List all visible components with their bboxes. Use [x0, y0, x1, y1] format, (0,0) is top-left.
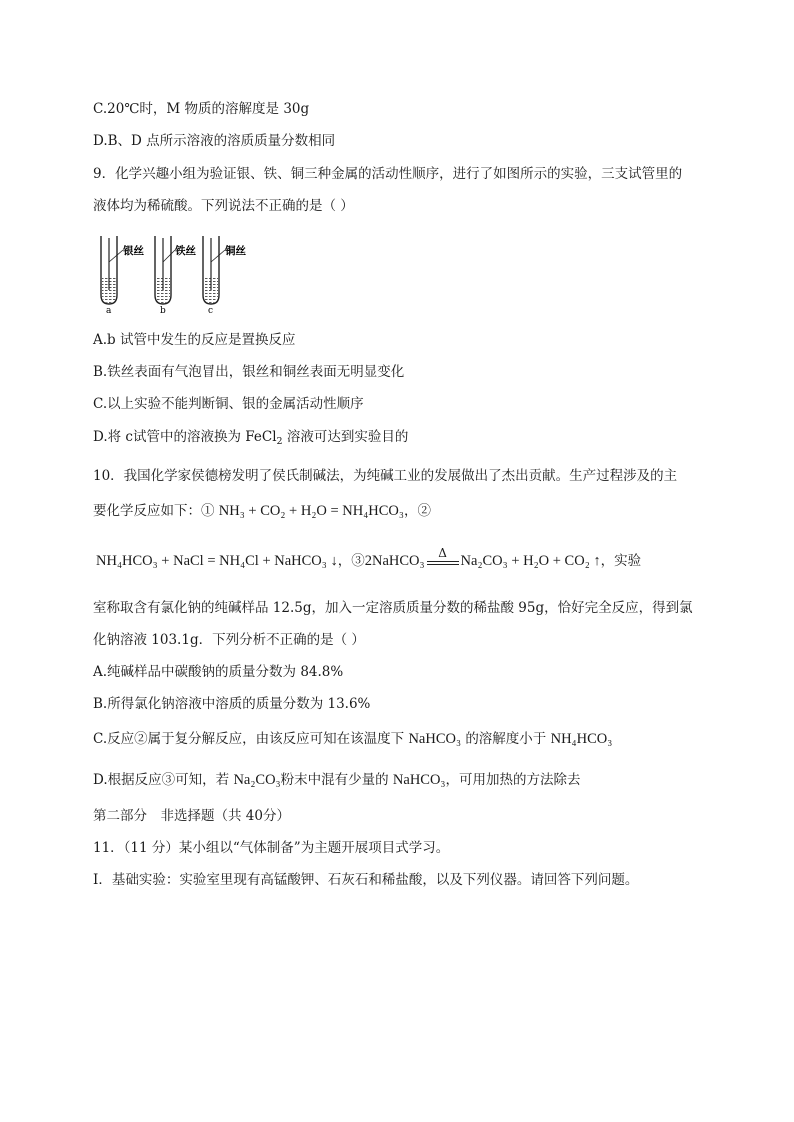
q10-option-d-mid: 粉末中混有少量的	[280, 772, 389, 788]
formula-nahco3: NaHCO₃	[408, 731, 462, 747]
q11-part1: Ⅰ．基础实验：实验室里现有高锰酸钾、石灰石和稀盐酸，以及下列仪器。请回答下列问题。	[93, 872, 639, 888]
tube-b-label: 铁丝	[175, 245, 196, 257]
q8-option-c: C.20℃时，M 物质的溶解度是 30g	[93, 101, 310, 117]
q10-option-d	[93, 770, 580, 790]
equation-2-marker: ，②	[403, 503, 431, 519]
q10-option-d-pre: D.根据反应③可知，若	[93, 772, 230, 788]
equation-2: NH₄HCO₃ + NaCl = NH₄Cl + NaHCO₃ ↓	[96, 553, 338, 569]
q10-stem-intro: 要化学反应如下：①	[93, 503, 215, 519]
tube-a-label: 银丝	[123, 245, 144, 257]
q8-option-d: D.B、D 点所示溶液的溶质质量分数相同	[93, 133, 336, 149]
test-tube-c	[203, 236, 246, 314]
q9-option-d	[93, 427, 408, 452]
equation-3-left: 2NaHCO₃	[364, 553, 425, 569]
test-tube-b	[155, 236, 196, 314]
q10-option-a: A.纯碱样品中碳酸钠的质量分数为 84.8%	[93, 664, 344, 680]
part2-heading: 第二部分 非选择题（共 40分）	[93, 808, 290, 824]
q10-stem-line3	[96, 545, 642, 571]
q10-option-b: B.所得氯化钠溶液中溶质的质量分数为 13.6%	[93, 696, 371, 712]
tube-b-letter: b	[160, 306, 166, 314]
equation-1: NH₃ + CO₂ + H₂O = NH₄HCO₃	[218, 503, 404, 519]
equation-3-right: Na₂CO₃ + H₂O + CO₂ ↑	[460, 553, 601, 569]
heat-condition: Δ	[438, 545, 447, 560]
q10-stem-line4: 室称取含有氯化钠的纯碱样品 12.5g，加入一定溶质质量分数的稀盐酸 95g，恰好完全反应，得到氯	[93, 600, 693, 616]
q9-option-d-post: 溶液可达到实验目的	[282, 429, 409, 445]
q10-option-d-post: ，可用加热的方法除去	[445, 772, 581, 788]
q9-stem-line2: 液体均为稀硫酸。下列说法不正确的是（ ）	[93, 198, 354, 214]
q9-option-a: A.b 试管中发生的反应是置换反应	[93, 332, 296, 348]
test-tubes-figure	[97, 232, 257, 314]
q10-option-c-mid: 的溶解度小于	[465, 731, 547, 747]
formula-nahco3-2: NaHCO₃	[392, 772, 446, 788]
tube-c-label: 铜丝	[225, 245, 246, 257]
q9-option-d-pre: D.将 c试管中的溶液换为 FeCl	[93, 429, 277, 445]
tube-c-letter: c	[208, 306, 214, 314]
test-tubes-svg	[97, 232, 257, 314]
q9-option-d-sub: 2	[276, 436, 283, 447]
test-tube-a	[101, 236, 144, 314]
q10-option-c	[93, 729, 612, 749]
q10-stem-line1: 10．我国化学家侯德榜发明了侯氏制碱法，为纯碱工业的发展做出了杰出贡献。生产过程涉及的主	[93, 468, 678, 484]
q10-stem-line2	[93, 501, 431, 521]
equation-3-arrow	[427, 545, 459, 565]
q9-stem-line1: 9．化学兴趣小组为验证银、铁、铜三种金属的活动性顺序，进行了如图所示的实验，三支试管里的	[93, 166, 683, 182]
formula-na2co3: Na₂CO₃	[233, 772, 281, 788]
q10-stem-continue: ，实验	[600, 553, 642, 569]
q11-stem: 11．（11 分）某小组以“气体制备”为主题开展项目式学习。	[93, 840, 450, 856]
tube-a-letter: a	[106, 306, 112, 314]
q9-option-c: C.以上实验不能判断铜、银的金属活动性顺序	[93, 396, 364, 412]
formula-nh4hco3: NH₄HCO₃	[550, 731, 613, 747]
q10-option-c-pre: C.反应②属于复分解反应，由该反应可知在该温度下	[93, 731, 405, 747]
q9-option-b: B.铁丝表面有气泡冒出，银丝和铜丝表面无明显变化	[93, 364, 405, 380]
equation-3-marker: ，③	[337, 553, 365, 569]
q10-stem-line5: 化钠溶液 103.1g．下列分析不正确的是（ ）	[93, 632, 365, 648]
